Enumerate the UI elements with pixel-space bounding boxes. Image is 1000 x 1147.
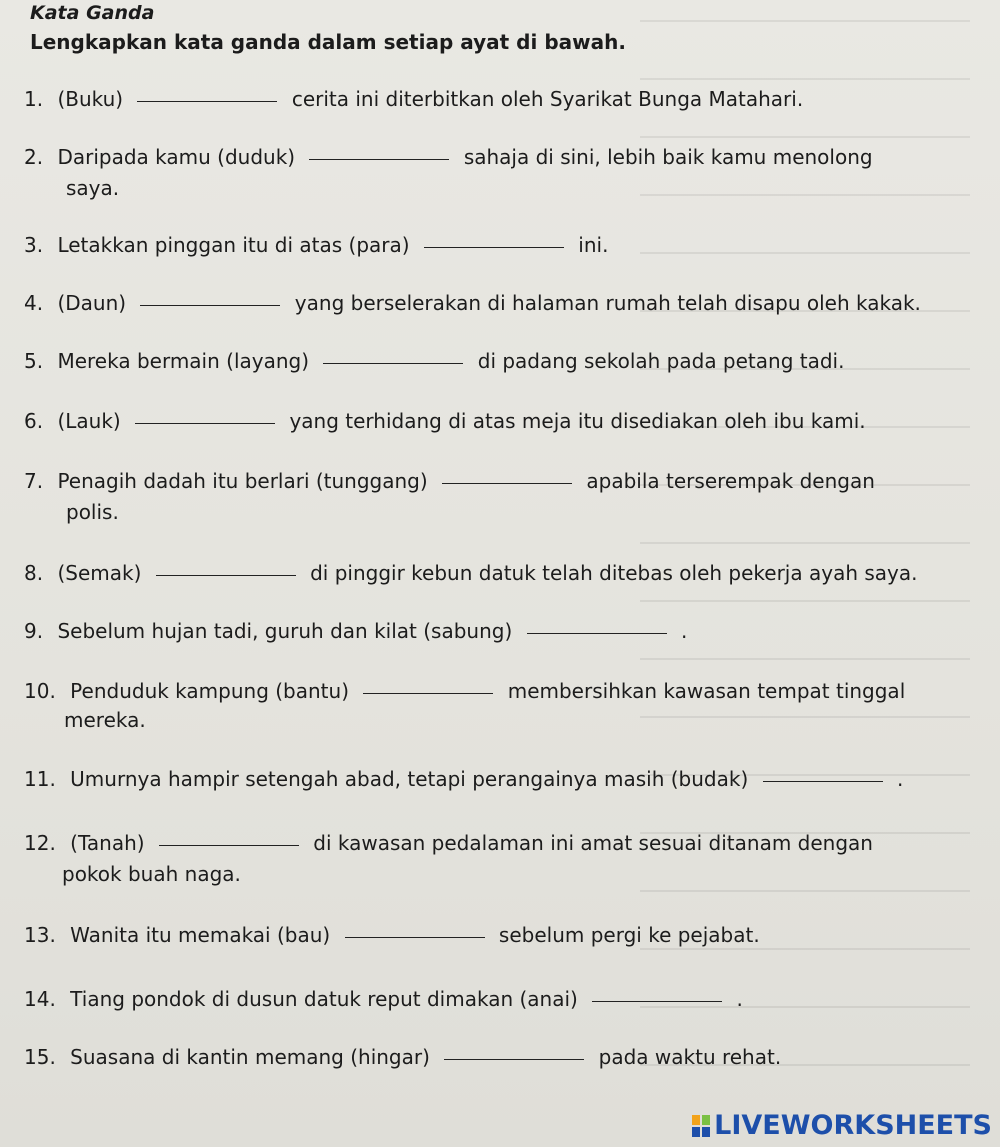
question-text-before: Mereka bermain (layang) (57, 349, 310, 373)
question-text-after: apabila terserempak dengan (586, 469, 875, 493)
question-number: 6. (24, 409, 44, 433)
answer-blank[interactable] (156, 574, 296, 576)
question-2-continuation: saya. (66, 176, 120, 200)
liveworksheets-logo-icon (692, 1115, 710, 1137)
question-text-after: di pinggir kebun datuk telah ditebas oleh pekerja ayah saya. (310, 561, 918, 585)
question-11 (24, 762, 903, 796)
question-number: 2. (24, 145, 44, 169)
question-number: 13. (24, 923, 56, 947)
question-number: 15. (24, 1045, 56, 1069)
answer-blank[interactable] (363, 692, 493, 694)
question-2 (24, 140, 873, 174)
question-text-after: membersihkan kawasan tempat tinggal (507, 679, 906, 703)
page-title: Kata Ganda (30, 2, 155, 24)
question-text-after: . (896, 767, 904, 791)
question-number: 5. (24, 349, 44, 373)
question-12 (24, 826, 873, 860)
question-9 (24, 614, 687, 648)
question-text-after: sebelum pergi ke pejabat. (498, 923, 760, 947)
question-7 (24, 464, 875, 498)
question-text-before: Umurnya hampir setengah abad, tetapi perangainya masih (budak) (70, 767, 749, 791)
answer-blank[interactable] (135, 422, 275, 424)
question-7-continuation: polis. (66, 500, 119, 524)
question-12-continuation: pokok buah naga. (62, 862, 241, 886)
question-text-before: Wanita itu memakai (bau) (70, 923, 331, 947)
answer-blank[interactable] (323, 362, 463, 364)
question-text-before: Daripada kamu (duduk) (57, 145, 296, 169)
answer-blank[interactable] (444, 1058, 584, 1060)
question-number: 4. (24, 291, 44, 315)
question-number: 7. (24, 469, 44, 493)
question-text-before: (Buku) (57, 87, 124, 111)
question-text-after: yang berselerakan di halaman rumah telah disapu oleh kakak. (294, 291, 921, 315)
question-text-after: . (736, 987, 743, 1011)
answer-blank[interactable] (592, 1000, 722, 1002)
question-text-before: (Daun) (57, 291, 127, 315)
question-text-before: (Lauk) (57, 409, 121, 433)
question-14 (24, 982, 743, 1016)
answer-blank[interactable] (159, 844, 299, 846)
question-5 (24, 344, 844, 378)
question-number: 1. (24, 87, 44, 111)
question-number: 12. (24, 831, 56, 855)
answer-blank[interactable] (345, 936, 485, 938)
question-text-before: Letakkan pinggan itu di atas (para) (57, 233, 410, 257)
question-text-before: Penduduk kampung (bantu) (70, 679, 349, 703)
question-text-before: Sebelum hujan tadi, guruh dan kilat (sabung) (57, 619, 513, 643)
answer-blank[interactable] (442, 482, 572, 484)
question-text-before: Suasana di kantin memang (hingar) (70, 1045, 430, 1069)
question-6 (24, 404, 866, 438)
question-text-after: sahaja di sini, lebih baik kamu menolong (463, 145, 873, 169)
answer-blank[interactable] (527, 632, 667, 634)
question-text-after: pada waktu rehat. (598, 1045, 782, 1069)
liveworksheets-logo-text: LIVEWORKSHEETS (714, 1110, 992, 1141)
instruction-text: Lengkapkan kata ganda dalam setiap ayat di bawah. (30, 30, 626, 54)
question-4 (24, 286, 921, 320)
question-number: 8. (24, 561, 44, 585)
question-text-after: yang terhidang di atas meja itu disediakan oleh ibu kami. (289, 409, 866, 433)
question-number: 11. (24, 767, 56, 791)
question-15 (24, 1040, 781, 1074)
answer-blank[interactable] (424, 246, 564, 248)
question-number: 14. (24, 987, 56, 1011)
question-number: 3. (24, 233, 44, 257)
question-10 (24, 674, 905, 708)
question-text-before: (Semak) (57, 561, 142, 585)
question-text-after: cerita ini diterbitkan oleh Syarikat Bunga Matahari. (291, 87, 804, 111)
liveworksheets-logo[interactable] (692, 1110, 992, 1141)
question-text-after: ini. (578, 233, 609, 257)
question-text-after: di padang sekolah pada petang tadi. (477, 349, 845, 373)
question-10-continuation: mereka. (64, 708, 146, 732)
question-text-before: (Tanah) (70, 831, 145, 855)
question-number: 10. (24, 679, 56, 703)
question-text-after: . (680, 619, 688, 643)
question-13 (24, 918, 760, 952)
answer-blank[interactable] (763, 780, 883, 782)
question-text-after: di kawasan pedalaman ini amat sesuai ditanam dengan (313, 831, 873, 855)
question-text-before: Tiang pondok di dusun datuk reput dimakan (anai) (70, 987, 578, 1011)
answer-blank[interactable] (137, 100, 277, 102)
answer-blank[interactable] (309, 158, 449, 160)
question-3 (24, 228, 608, 262)
question-1 (24, 82, 803, 116)
question-8 (24, 556, 917, 590)
question-number: 9. (24, 619, 44, 643)
answer-blank[interactable] (140, 304, 280, 306)
question-text-before: Penagih dadah itu berlari (tunggang) (57, 469, 428, 493)
